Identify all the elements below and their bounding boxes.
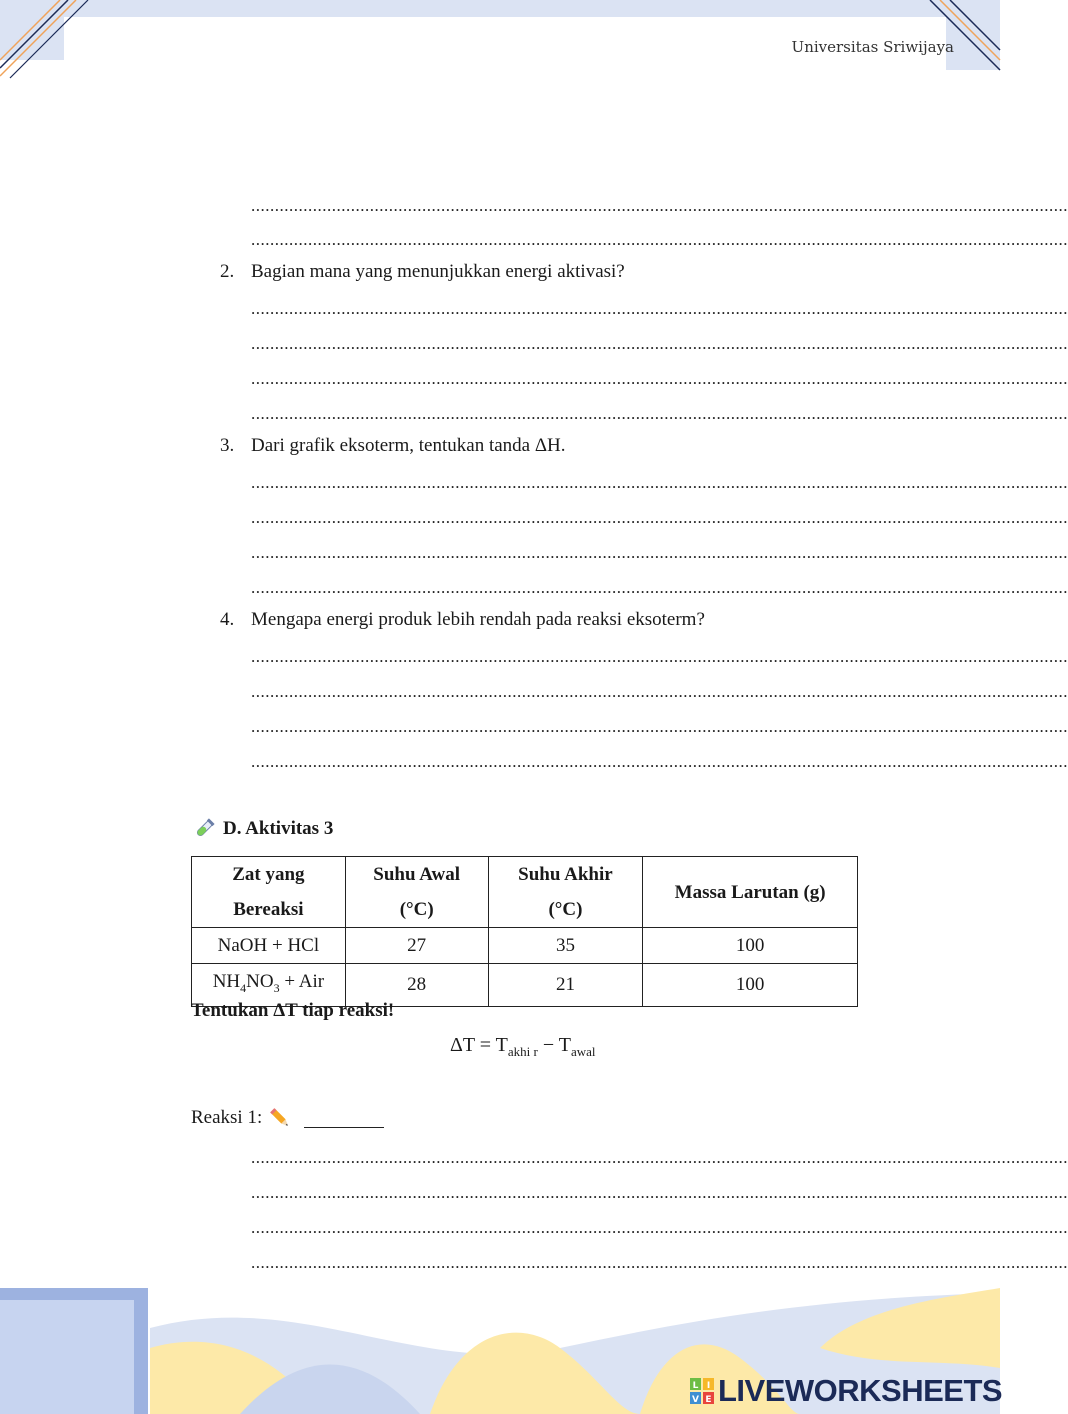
column-header-massa: Massa Larutan (g) bbox=[643, 857, 858, 928]
answer-line[interactable]: ............................................................................................................................................................................ bbox=[251, 334, 1068, 353]
question-number: 3. bbox=[220, 435, 235, 456]
top-band bbox=[0, 0, 1000, 17]
cell-zat: $NH_4NO_3$ + Air bbox=[192, 964, 346, 1007]
svg-text:I: I bbox=[706, 1381, 711, 1391]
answer-line[interactable]: ............................................................................................................................................................................ bbox=[251, 1218, 1068, 1237]
temperature-table bbox=[191, 856, 858, 1007]
cell-suhu-awal: 27 bbox=[345, 928, 488, 964]
svg-text:L: L bbox=[692, 1381, 699, 1391]
answer-line[interactable]: ............................................................................................................................................................................ bbox=[251, 369, 1068, 388]
question-3 bbox=[220, 434, 566, 458]
answer-line[interactable]: ............................................................................................................................................................................ bbox=[251, 1253, 1068, 1272]
corner-stripes-left bbox=[0, 0, 110, 80]
column-header-zat: Zat yang Bereaksi bbox=[192, 857, 346, 928]
table-row bbox=[192, 928, 858, 964]
question-text: Mengapa energi produk lebih rendah pada reaksi eksoterm? bbox=[251, 609, 705, 630]
answer-line[interactable]: ............................................................................................................................................................................ bbox=[251, 543, 1068, 562]
svg-text:V: V bbox=[692, 1395, 699, 1405]
question-4 bbox=[220, 608, 705, 632]
answer-line[interactable]: ............................................................................................................................................................................ bbox=[251, 647, 1068, 666]
answer-line[interactable]: ............................................................................................................................................................................ bbox=[251, 1148, 1068, 1167]
cell-suhu-awal: 28 bbox=[345, 964, 488, 1007]
test-tube-icon bbox=[193, 818, 215, 840]
reaksi-1-answer-blank[interactable] bbox=[304, 1109, 384, 1128]
pencil-icon bbox=[268, 1106, 292, 1130]
liveworksheets-badge-icon bbox=[690, 1378, 714, 1404]
answer-line[interactable]: ............................................................................................................................................................................ bbox=[251, 578, 1068, 597]
question-2 bbox=[220, 260, 625, 284]
question-text: Bagian mana yang menunjukkan energi aktivasi? bbox=[251, 261, 625, 282]
answer-line[interactable]: ............................................................................................................................................................................ bbox=[251, 473, 1068, 492]
answer-line[interactable]: ............................................................................................................................................................................ bbox=[251, 717, 1068, 736]
answer-line[interactable]: ............................................................................................................................................................................ bbox=[251, 1183, 1068, 1202]
section-title: D. Aktivitas 3 bbox=[223, 818, 334, 839]
answer-line[interactable]: ............................................................................................................................................................................ bbox=[251, 404, 1068, 423]
column-header-suhu-awal: Suhu Awal (°C) bbox=[345, 857, 488, 928]
reaksi-1 bbox=[191, 1106, 384, 1130]
answer-line[interactable]: ............................................................................................................................................................................ bbox=[251, 508, 1068, 527]
column-header-suhu-akhir: Suhu Akhir (°C) bbox=[488, 857, 643, 928]
table-header-row bbox=[192, 857, 858, 928]
answer-line[interactable]: ............................................................................................................................................................................ bbox=[251, 299, 1068, 318]
svg-text:E: E bbox=[705, 1395, 712, 1405]
cell-massa: 100 bbox=[643, 964, 858, 1007]
answer-line[interactable]: ............................................................................................................................................................................ bbox=[251, 682, 1068, 701]
answer-line[interactable]: ............................................................................................................................................................................ bbox=[251, 752, 1068, 771]
reaksi-label: Reaksi 1: bbox=[191, 1107, 263, 1128]
cell-suhu-akhir: 21 bbox=[488, 964, 643, 1007]
answer-line[interactable]: ............................................................................................................................................................................ bbox=[251, 230, 1068, 249]
cell-massa: 100 bbox=[643, 928, 858, 964]
cell-suhu-akhir: 35 bbox=[488, 928, 643, 964]
question-number: 2. bbox=[220, 261, 235, 282]
liveworksheets-logo[interactable] bbox=[690, 1373, 1002, 1409]
delta-t-formula: $\Delta T = T_{akhi r} - T_{awal}$ bbox=[450, 1034, 596, 1059]
instruction-text: Tentukan ΔT tiap reaksi! bbox=[191, 1000, 395, 1021]
answer-line[interactable]: ............................................................................................................................................................................ bbox=[251, 196, 1068, 215]
cell-zat: NaOH + HCl bbox=[192, 928, 346, 964]
liveworksheets-brand: LIVEWORKSHEETS bbox=[718, 1373, 1003, 1408]
section-heading bbox=[193, 818, 333, 840]
institution-name: Universitas Sriwijaya bbox=[791, 38, 954, 56]
question-text: Dari grafik eksoterm, tentukan tanda ΔH. bbox=[251, 435, 566, 456]
question-number: 4. bbox=[220, 609, 235, 630]
